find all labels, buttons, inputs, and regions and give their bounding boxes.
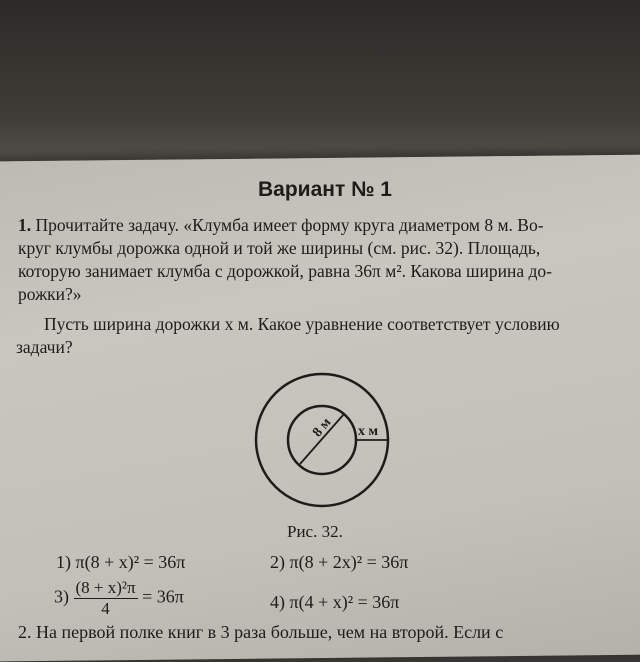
- option-3-fraction: [74, 578, 138, 619]
- option-1: 1) π(8 + x)² = 36π: [56, 552, 186, 572]
- option-3-rhs: = 36π: [142, 586, 184, 607]
- task-1-line-2: круг клумбы дорожка одной и той же ширины (см. рис. 32). Площадь,: [18, 238, 541, 258]
- option-4: 4) π(4 + x)² = 36π: [270, 592, 400, 612]
- task-1-line-1: [18, 214, 544, 237]
- fraction-numerator: (8 + x)²π: [75, 578, 136, 597]
- background-surface: [0, 0, 640, 172]
- fraction-denominator: 4: [101, 599, 110, 618]
- option-3: [54, 578, 184, 619]
- page-title: Вариант № 1: [258, 178, 392, 201]
- task-1-line-6: задачи?: [16, 337, 73, 357]
- figure-caption: Рис. 32.: [287, 522, 343, 541]
- option-3-prefix: 3): [54, 586, 69, 607]
- task-1-line-5: Пусть ширина дорожки x м. Какое уравнение соответствует условию: [44, 314, 560, 334]
- diameter-label: 8 м: [310, 415, 335, 441]
- circle-figure: [250, 358, 400, 518]
- option-2: 2) π(8 + 2x)² = 36π: [270, 552, 409, 572]
- task-1-line-4: рожки?»: [18, 284, 82, 304]
- task-1-line-3: которую занимает клумба с дорожкой, равна 36π м². Какова ширина до-: [18, 261, 553, 281]
- width-label: x м: [358, 424, 379, 439]
- task-number: 1.: [18, 215, 32, 235]
- task-text: Прочитайте задачу. «Клумба имеет форму круга диаметром 8 м. Во-: [35, 215, 544, 235]
- task-2-partial: 2. На первой полке книг в 3 раза больше, чем на второй. Если с: [18, 622, 504, 642]
